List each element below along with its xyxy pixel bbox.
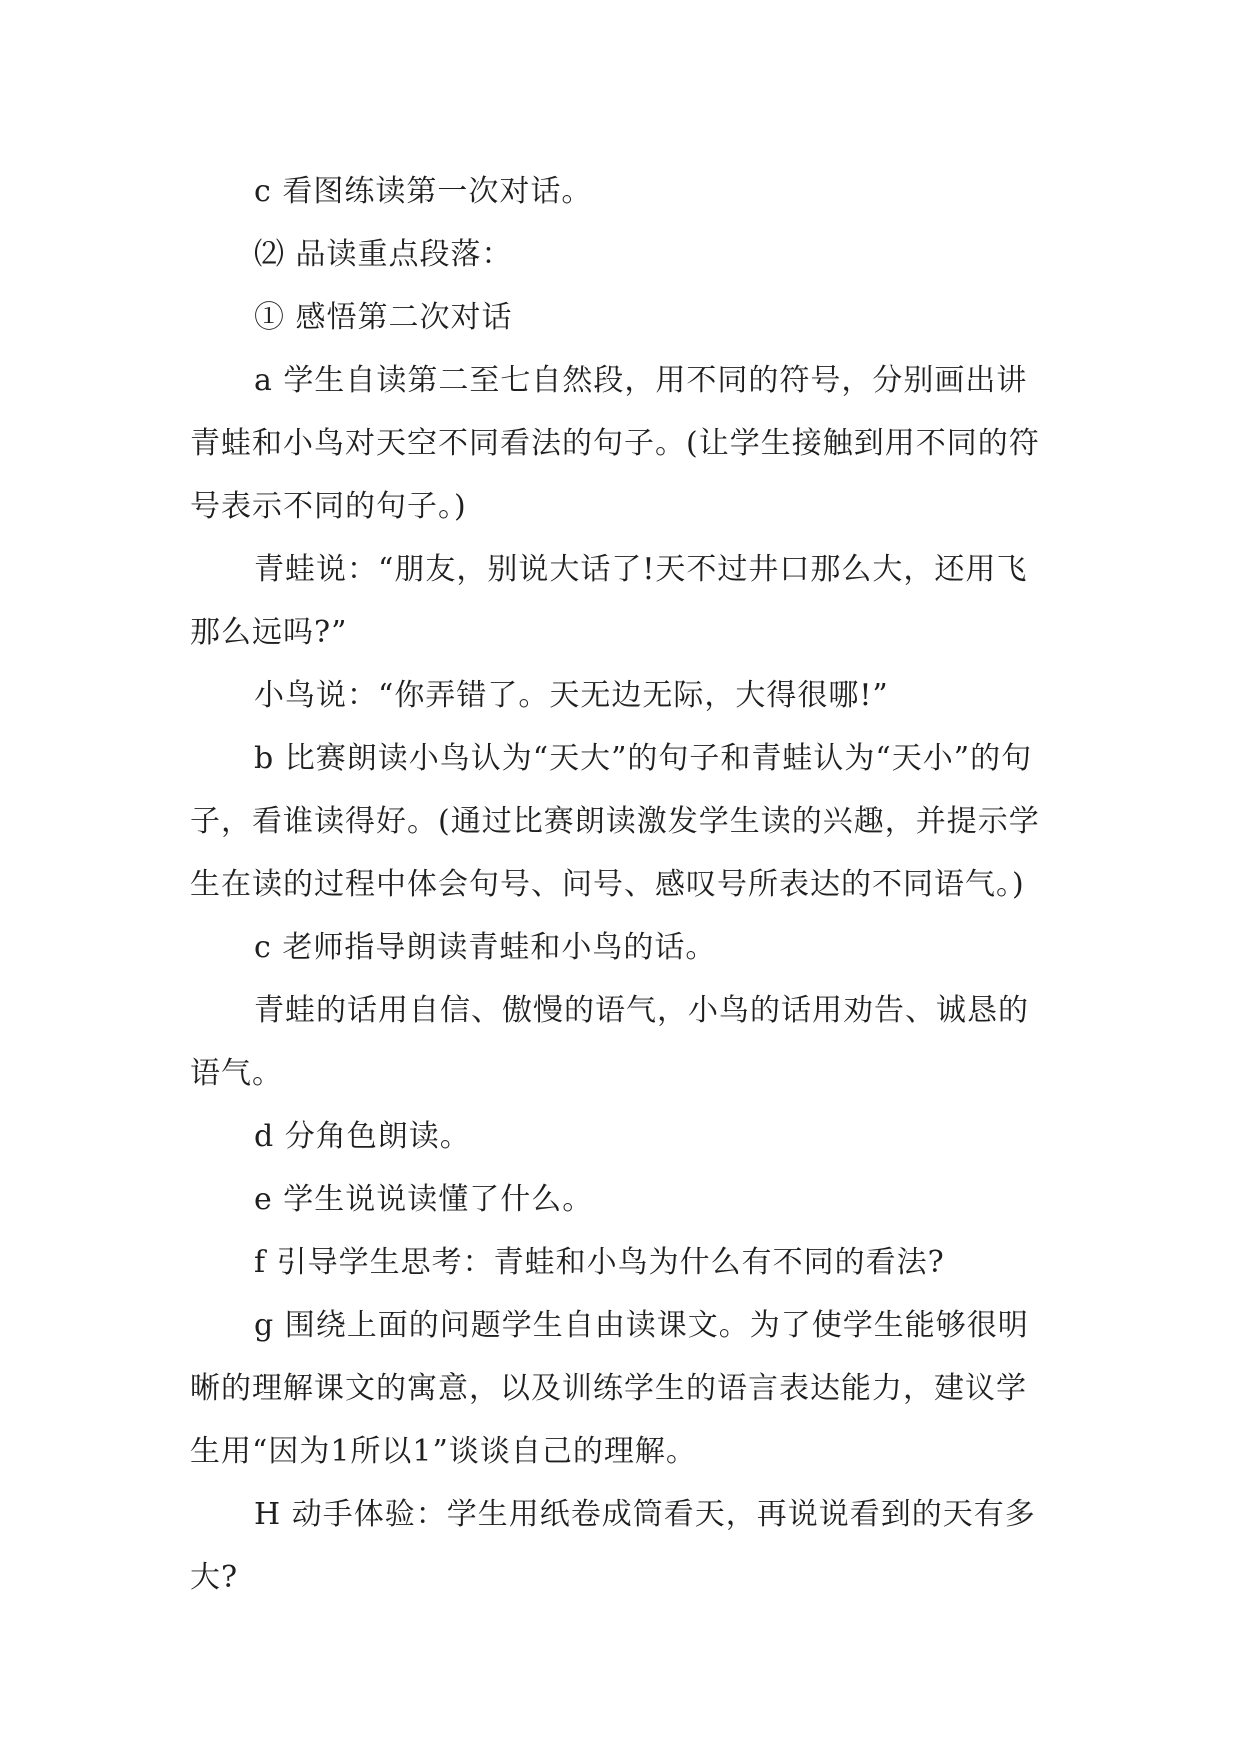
- paragraph-step-f: f 引导学生思考：青蛙和小鸟为什么有不同的看法?: [254, 1245, 945, 1280]
- paragraph-tone-guidance: 青蛙的话用自信、傲慢的语气，小鸟的话用劝告、诚恳的语气。: [190, 993, 1029, 1091]
- document-body: [190, 160, 1050, 1609]
- paragraph-step-c: c 老师指导朗读青蛙和小鸟的话。: [254, 930, 717, 965]
- paragraph-section-2-heading: ⑵ 品读重点段落：: [254, 237, 513, 272]
- paragraph-subsection-1-heading: ① 感悟第二次对话: [254, 300, 513, 335]
- paragraph-step-b: b 比赛朗读小鸟认为“天大”的句子和青蛙认为“天小”的句子，看谁读得好。(通过比赛朗读激发学生读的兴趣，并提示学生在读的过程中体会句号、问号、感叹号所表达的不同语气。): [190, 741, 1040, 902]
- paragraph-step-g: g 围绕上面的问题学生自由读课文。为了使学生能够很明晰的理解课文的寓意，以及训练学生的语言表达能力，建议学生用“因为1所以1”谈谈自己的理解。: [190, 1308, 1029, 1469]
- paragraph-bird-quote: 小鸟说：“你弄错了。天无边无际，大得很哪!”: [254, 678, 889, 713]
- paragraph-step-h: H 动手体验：学生用纸卷成筒看天，再说说看到的天有多大?: [190, 1497, 1036, 1595]
- paragraph-step-a: a 学生自读第二至七自然段，用不同的符号，分别画出讲青蛙和小鸟对天空不同看法的句子。(让学生接触到用不同的符号表示不同的句子。): [190, 363, 1040, 524]
- paragraph-step-d: d 分角色朗读。: [254, 1119, 471, 1154]
- paragraph-frog-quote: 青蛙说：“朋友，别说大话了!天不过井口那么大，还用飞那么远吗?”: [190, 552, 1028, 650]
- paragraph-step-c-picture-reading: c 看图练读第一次对话。: [254, 174, 593, 209]
- paragraph-step-e: e 学生说说读懂了什么。: [254, 1182, 594, 1217]
